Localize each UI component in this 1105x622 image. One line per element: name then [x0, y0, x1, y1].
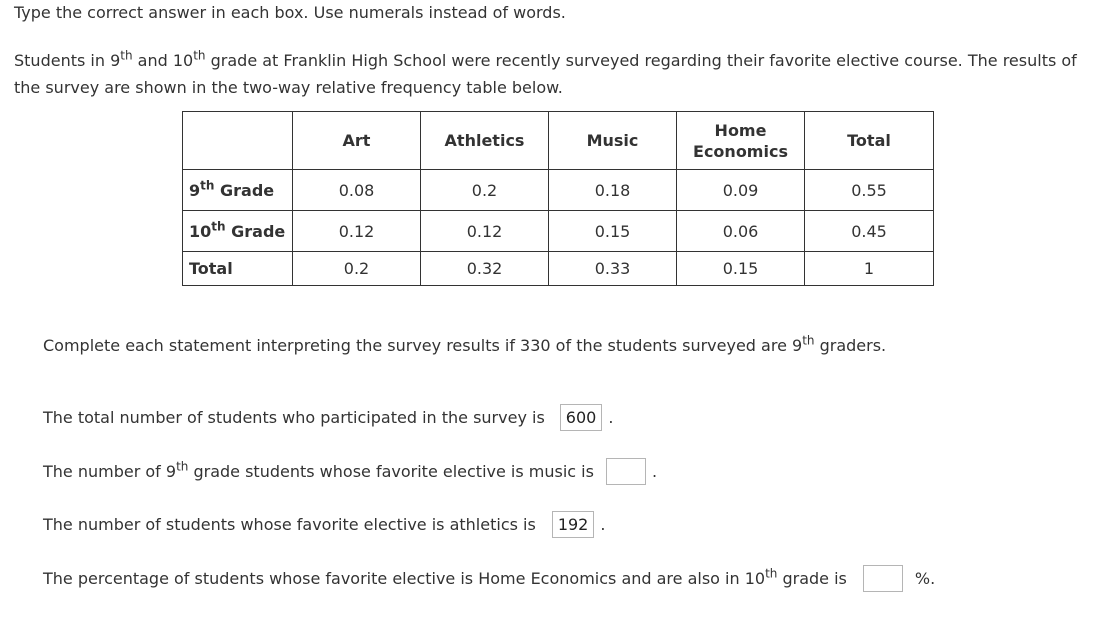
- statement-period: .: [600, 515, 606, 534]
- statement-text: grade is: [777, 569, 847, 588]
- header-total: Total: [805, 112, 934, 170]
- row-label-num: 9: [189, 180, 201, 200]
- row-label-10th-grade: [183, 211, 293, 252]
- table-cell: 0.06: [677, 211, 805, 252]
- header-art: Art: [293, 112, 421, 170]
- row-label-rest: Grade: [214, 180, 275, 200]
- header-empty: [183, 112, 293, 170]
- answer-box-home-ec-percentage[interactable]: [863, 565, 903, 592]
- intro-text-2: and 10: [132, 51, 194, 70]
- table-cell: 0.2: [421, 170, 549, 211]
- header-home-economics-text: Home Economics: [693, 120, 788, 161]
- row-label-num: 10: [189, 221, 212, 241]
- row-label-sup: th: [211, 218, 226, 233]
- table-cell: 0.12: [421, 211, 549, 252]
- table-cell: 0.08: [293, 170, 421, 211]
- header-athletics: Athletics: [421, 112, 549, 170]
- table-cell: 0.2: [293, 252, 421, 286]
- table-cell: 0.33: [549, 252, 677, 286]
- row-label-sup: th: [200, 177, 215, 192]
- prompt-text-2: graders.: [814, 336, 887, 355]
- statement-percent-sign: %.: [914, 569, 936, 588]
- header-home-economics: [677, 112, 805, 170]
- table-cell: 0.45: [805, 211, 934, 252]
- intro-paragraph: [14, 47, 1094, 101]
- intro-sup-1: th: [120, 48, 133, 63]
- table-cell: 0.18: [549, 170, 677, 211]
- table-header-row: [183, 112, 934, 170]
- statement-text: grade students whose favorite elective is music is: [188, 462, 594, 481]
- answer-box-athletics[interactable]: 192: [552, 511, 595, 538]
- table-cell: 0.32: [421, 252, 549, 286]
- statement-home-ec-10th: [43, 564, 935, 594]
- row-label-rest: Grade: [225, 221, 286, 241]
- table-row: [183, 211, 934, 252]
- prompt-text-1: Complete each statement interpreting the survey results if 330 of the students surveyed are 9: [43, 336, 803, 355]
- relative-frequency-table: [182, 111, 934, 286]
- statement-sup: th: [176, 459, 189, 474]
- table-cell: 0.09: [677, 170, 805, 211]
- intro-text-3: grade at Franklin High School were recently surveyed regarding their favorite elective course. The results of the survey are shown in the two-way relative frequency table below.: [14, 51, 1077, 97]
- table-cell: 1: [805, 252, 934, 286]
- prompt-text: [43, 333, 886, 359]
- statement-text: The total number of students who participated in the survey is: [43, 408, 545, 427]
- row-label-total: [183, 252, 293, 286]
- table-cell: 0.15: [549, 211, 677, 252]
- header-music: Music: [549, 112, 677, 170]
- table-cell: 0.15: [677, 252, 805, 286]
- prompt-sup: th: [802, 333, 815, 348]
- statement-athletics: [43, 510, 605, 540]
- row-label-9th-grade: [183, 170, 293, 211]
- intro-text-1: Students in 9: [14, 51, 121, 70]
- row-label-num: Total: [189, 259, 233, 278]
- statement-period: .: [608, 408, 614, 427]
- table-row: [183, 252, 934, 286]
- table-cell: 0.12: [293, 211, 421, 252]
- instruction-text: Type the correct answer in each box. Use numerals instead of words.: [14, 3, 566, 22]
- statement-text: The number of 9: [43, 462, 177, 481]
- statement-text: The number of students whose favorite elective is athletics is: [43, 515, 536, 534]
- table-row: [183, 170, 934, 211]
- statement-sup: th: [765, 566, 778, 581]
- statement-9th-music: [43, 457, 657, 487]
- statement-period: .: [651, 462, 658, 481]
- statement-text: The percentage of students whose favorite elective is Home Economics and are also in 10: [43, 569, 766, 588]
- answer-box-9th-music[interactable]: [606, 458, 646, 485]
- intro-sup-2: th: [193, 48, 206, 63]
- table-cell: 0.55: [805, 170, 934, 211]
- statement-total-students: [43, 403, 613, 433]
- answer-box-total-students[interactable]: 600: [560, 404, 603, 431]
